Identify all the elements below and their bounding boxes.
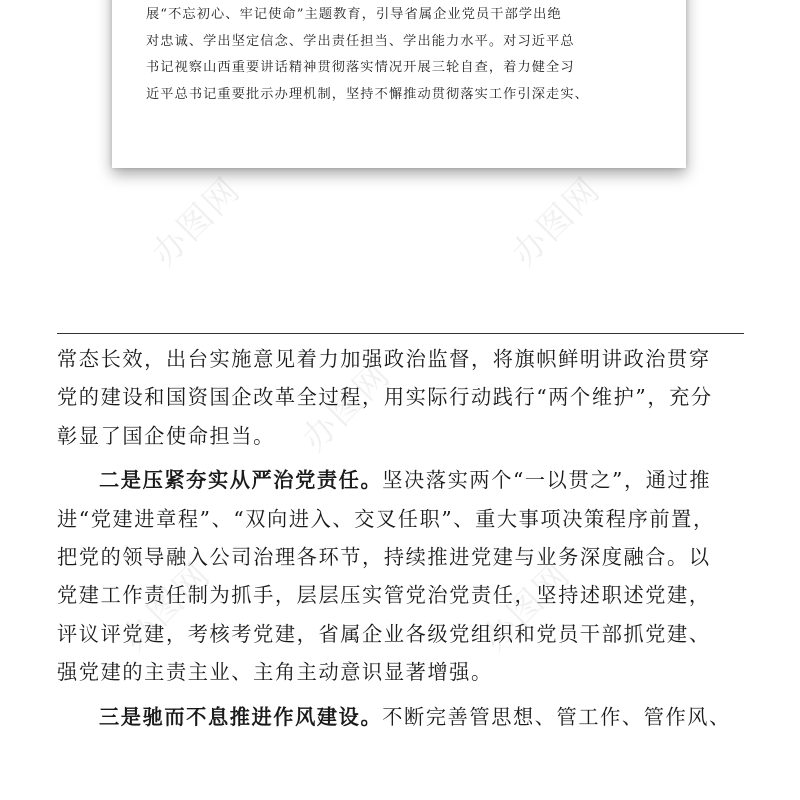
paragraph-3	[57, 698, 747, 736]
preview-line: 近平总书记重要批示办理机制，坚持不懈推动贯彻落实工作引深走实、	[146, 86, 589, 102]
watermark: 办图网	[294, 354, 399, 460]
section-divider	[57, 333, 744, 334]
paragraph-2	[57, 461, 747, 691]
text-line: 党的建设和国资国企改革全过程，用实际行动践行“两个维护”，充分	[57, 385, 713, 410]
paragraph-lead: 二是压紧夯实从严治党责任。	[99, 468, 383, 493]
text-line: 进“党建进章程”、“双向进入、交叉任职”、重大事项决策程序前置，	[57, 506, 715, 531]
paragraph-text: 坚决落实两个“一以贯之”，通过推	[382, 468, 712, 493]
paragraph-lead: 三是驰而不息推进作风建设。	[99, 704, 383, 729]
preview-line: 展“不忘初心、牢记使命”主题教育，引导省属企业党员干部学出绝	[146, 7, 562, 22]
watermark: 办图网	[504, 169, 609, 275]
paragraph-1	[57, 340, 747, 455]
text-line	[57, 698, 747, 736]
text-line: 党建工作责任制为抓手，层层压实管党治党责任，坚持述职述党建，	[57, 583, 711, 608]
watermark: 办图网	[144, 169, 249, 275]
text-line: 强党建的主责主业、主角主动意识显著增强。	[57, 660, 493, 685]
text-line: 把党的领导融入公司治理各环节，持续推进党建与业务深度融合。以	[57, 544, 711, 569]
preview-line: 书记视察山西重要讲话精神贯彻落实情况开展三轮自查，着力健全习	[146, 60, 575, 76]
watermark: 办图网	[474, 554, 579, 660]
document-body	[57, 340, 747, 736]
text-line	[57, 461, 747, 499]
preview-text	[146, 2, 656, 108]
preview-line: 对忠诚、学出坚定信念、学出责任担当、学出能力水平。对习近平总	[146, 33, 575, 49]
text-line: 彰显了国企使命担当。	[57, 423, 275, 448]
paragraph-text: 不断完善管思想、管工作、管作风、	[382, 704, 731, 729]
text-line: 评议评党建，考核考党建，省属企业各级党组织和党员干部抓党建、	[57, 621, 711, 646]
page-preview-card	[112, 0, 686, 168]
text-line: 常态长效，出台实施意见着力加强政治监督，将旗帜鲜明讲政治贯穿	[57, 347, 711, 371]
watermark: 办图网	[114, 554, 219, 660]
